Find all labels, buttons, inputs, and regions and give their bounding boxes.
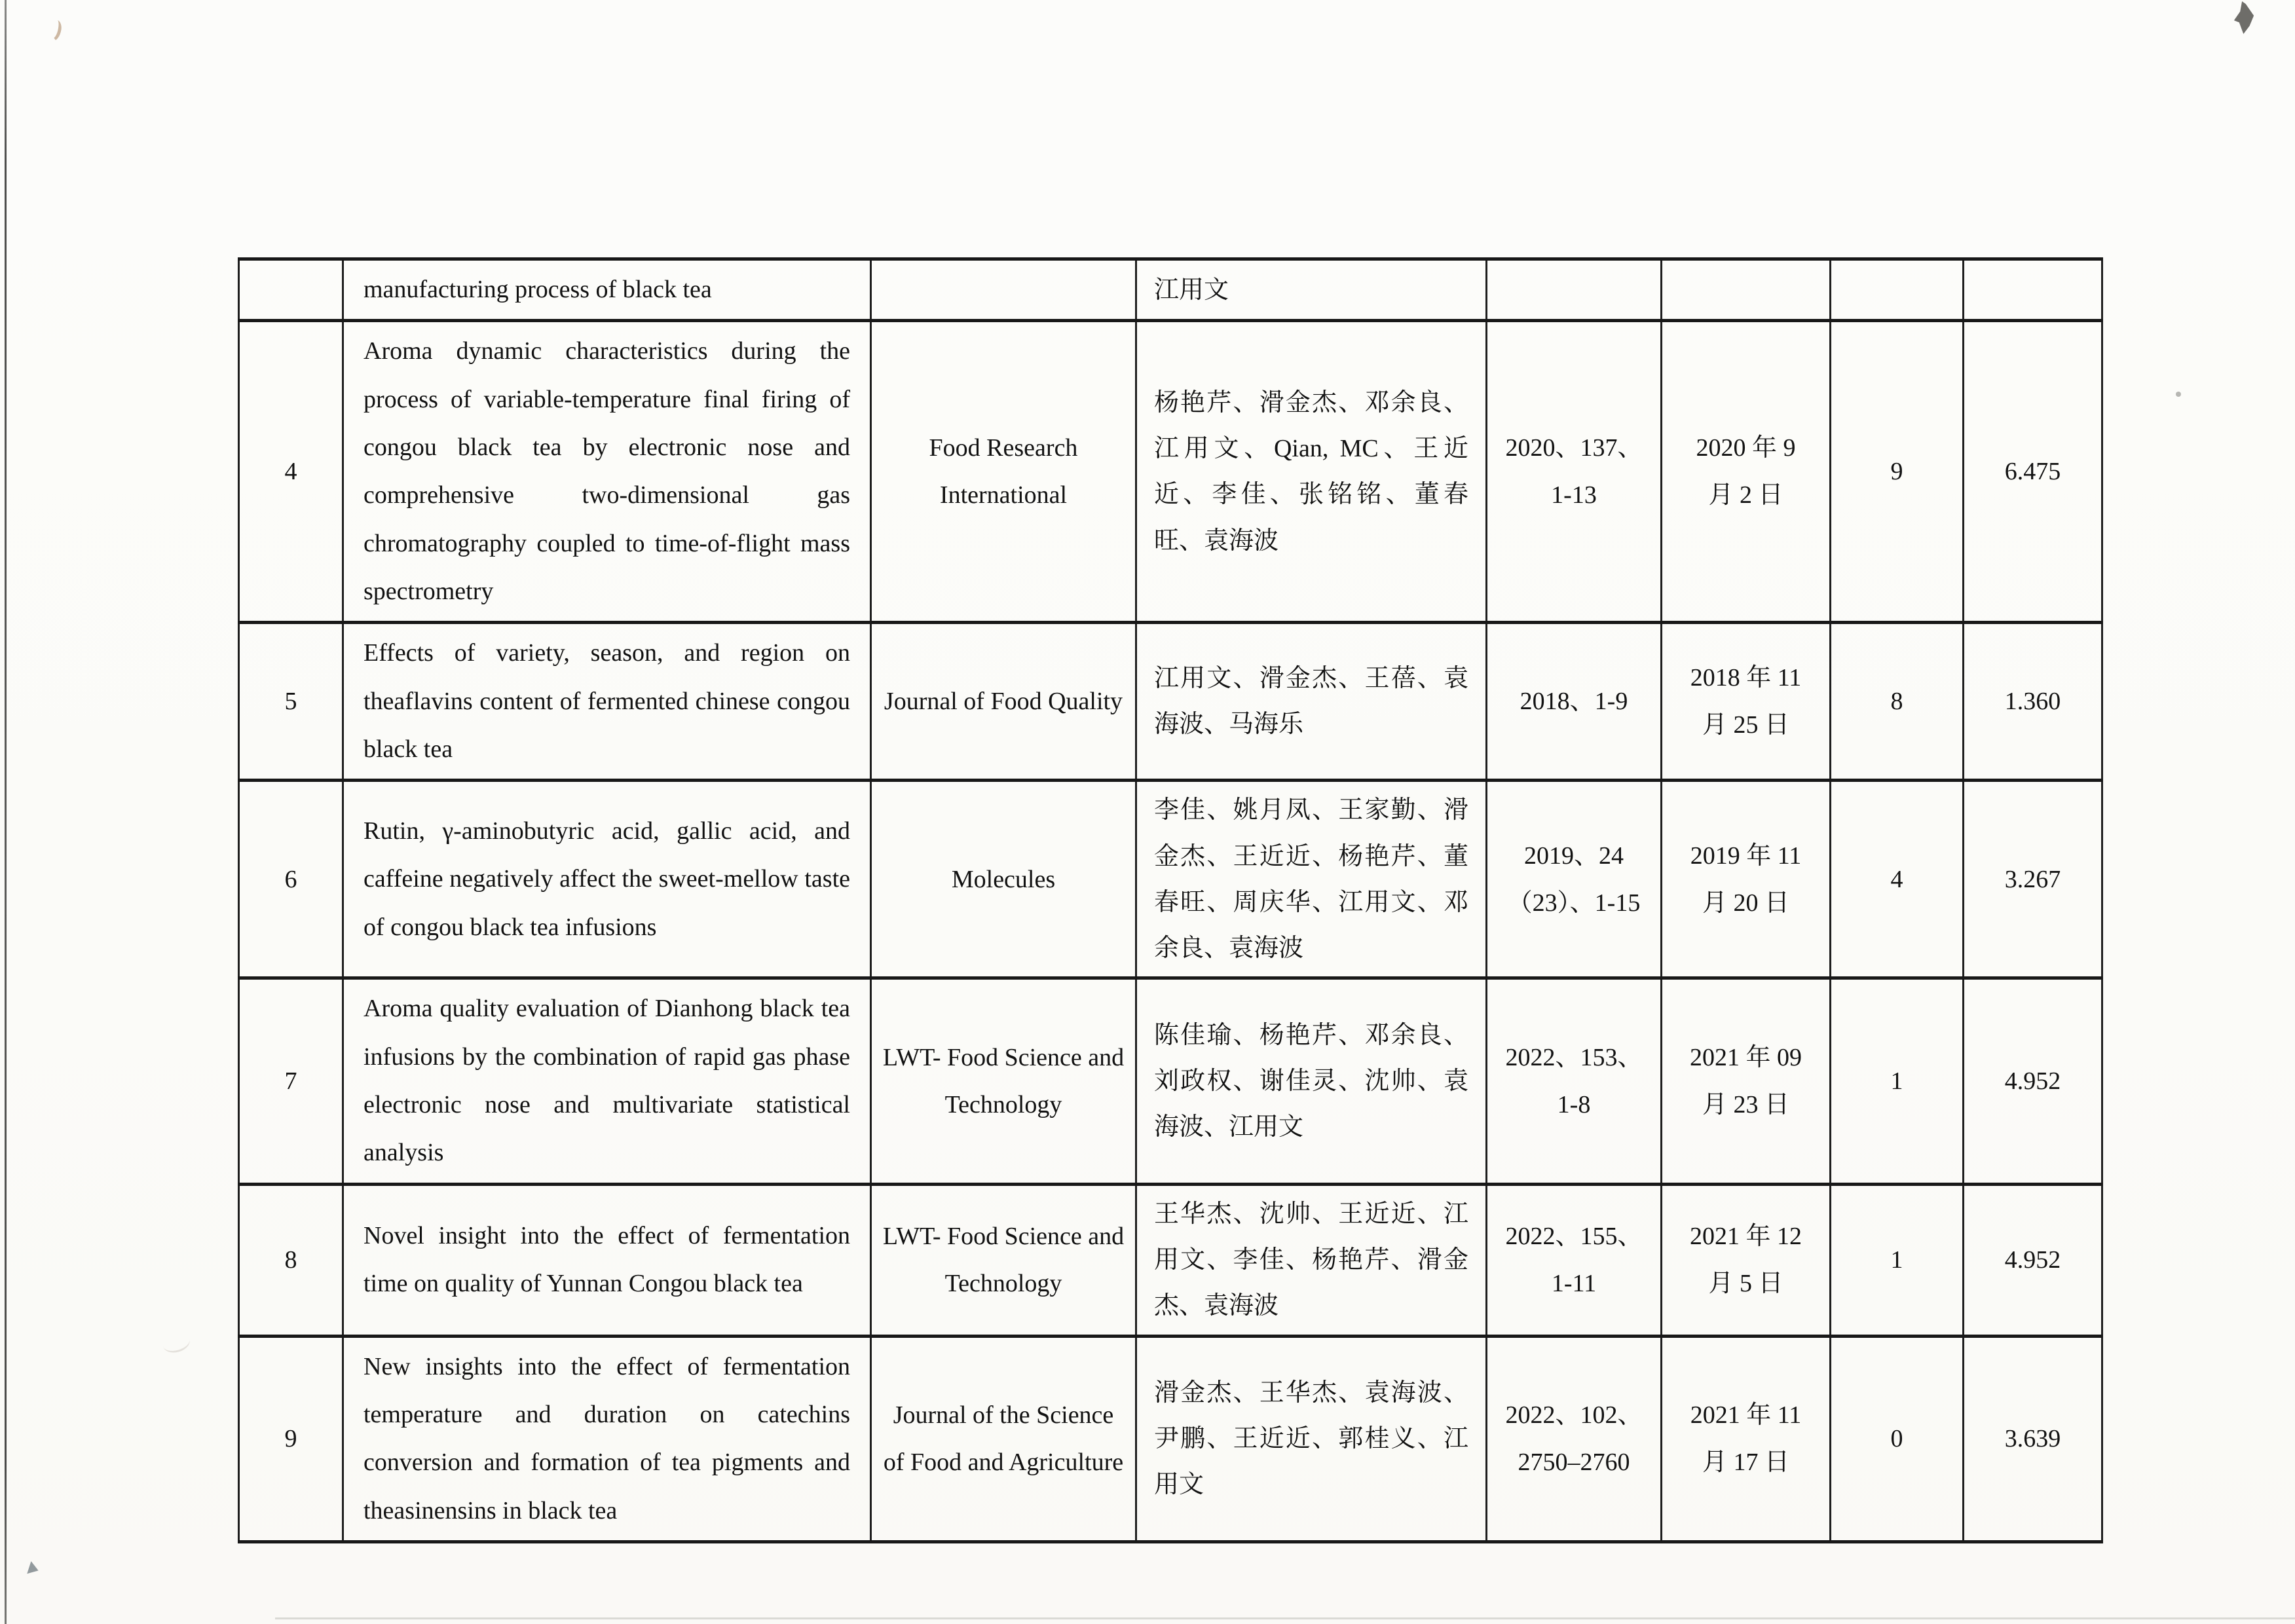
cell-title: Aroma quality evaluation of Dianhong black tea infusions by the combination of rapid gas phase electronic nose and multivariate statistical analysis	[343, 978, 871, 1184]
table-row	[239, 259, 2102, 321]
cell-title: Effects of variety, season, and region on theaflavins content of fermented chinese congou black tea	[343, 623, 871, 781]
cell-no: 8	[239, 1184, 343, 1336]
cell-date	[1662, 259, 1831, 321]
cell-impact-factor	[1964, 259, 2102, 321]
cell-no: 7	[239, 978, 343, 1184]
table-row	[239, 321, 2102, 623]
cell-citations: 4	[1831, 781, 1964, 978]
cell-impact-factor: 4.952	[1964, 978, 2102, 1184]
cell-authors: 王华杰、沈帅、王近近、江用文、李佳、杨艳芹、滑金杰、袁海波	[1136, 1184, 1487, 1336]
pencil-mark-top-left	[45, 18, 64, 43]
cell-impact-factor: 6.475	[1964, 321, 2102, 623]
cell-volume: 2019、24 （23）、1-15	[1487, 781, 1662, 978]
cell-journal: Journal of Food Quality	[871, 623, 1136, 781]
cell-citations: 9	[1831, 321, 1964, 623]
cell-date: 2021 年 12 月 5 日	[1662, 1184, 1831, 1336]
cell-title: Rutin, γ-aminobutyric acid, gallic acid, and caffeine negatively affect the sweet-mellow taste of congou black tea infusions	[343, 781, 871, 978]
pencil-mark-bottom-left	[27, 1561, 40, 1577]
cell-authors: 陈佳瑜、杨艳芹、邓余良、刘政权、谢佳灵、沈帅、袁海波、江用文	[1136, 978, 1487, 1184]
cell-authors: 滑金杰、王华杰、袁海波、尹鹏、王近近、郭桂义、江用文	[1136, 1336, 1487, 1541]
cell-no: 5	[239, 623, 343, 781]
cell-no: 9	[239, 1336, 343, 1541]
cell-authors: 江用文、滑金杰、王蓓、袁海波、马海乐	[1136, 623, 1487, 781]
cell-volume: 2022、102、 2750–2760	[1487, 1336, 1662, 1541]
cell-citations: 1	[1831, 978, 1964, 1184]
cell-volume	[1487, 259, 1662, 321]
cell-citations	[1831, 259, 1964, 321]
cell-journal: Journal of the Science of Food and Agriculture	[871, 1336, 1136, 1541]
cell-no: 4	[239, 321, 343, 623]
table-row	[239, 1184, 2102, 1336]
cell-volume: 2022、153、 1-8	[1487, 978, 1662, 1184]
scan-smudge-top-right	[2232, 1, 2256, 35]
cell-no: 6	[239, 781, 343, 978]
pencil-squiggle-bottom	[160, 1330, 192, 1356]
cell-volume: 2018、1-9	[1487, 623, 1662, 781]
publications-table	[238, 257, 2103, 1543]
cell-title: New insights into the effect of fermentation temperature and duration on catechins conversion and formation of tea pigments and theasinensins in black tea	[343, 1336, 871, 1541]
cell-journal	[871, 259, 1136, 321]
cell-title: Novel insight into the effect of fermentation time on quality of Yunnan Congou black tea	[343, 1184, 871, 1336]
cell-date: 2021 年 09 月 23 日	[1662, 978, 1831, 1184]
scan-edge-line	[5, 0, 7, 1624]
cell-volume: 2022、155、 1-11	[1487, 1184, 1662, 1336]
cell-citations: 8	[1831, 623, 1964, 781]
cell-authors: 江用文	[1136, 259, 1487, 321]
cell-date: 2020 年 9 月 2 日	[1662, 321, 1831, 623]
cell-journal: Molecules	[871, 781, 1136, 978]
table-row	[239, 978, 2102, 1184]
cell-citations: 0	[1831, 1336, 1964, 1541]
cell-date: 2021 年 11 月 17 日	[1662, 1336, 1831, 1541]
cell-impact-factor: 3.267	[1964, 781, 2102, 978]
cell-journal: Food Research International	[871, 321, 1136, 623]
cell-date: 2018 年 11 月 25 日	[1662, 623, 1831, 781]
table-row	[239, 781, 2102, 978]
cell-citations: 1	[1831, 1184, 1964, 1336]
cell-impact-factor: 1.360	[1964, 623, 2102, 781]
cell-date: 2019 年 11 月 20 日	[1662, 781, 1831, 978]
cell-authors: 李佳、姚月凤、王家勤、滑金杰、王近近、杨艳芹、董春旺、周庆华、江用文、邓余良、袁海波	[1136, 781, 1487, 978]
scan-speck	[2176, 392, 2181, 397]
scan-shadow-bottom	[275, 1617, 2295, 1619]
cell-journal: LWT- Food Science and Technology	[871, 1184, 1136, 1336]
cell-no	[239, 259, 343, 321]
cell-journal: LWT- Food Science and Technology	[871, 978, 1136, 1184]
cell-authors: 杨艳芹、滑金杰、邓余良、江用文、Qian, MC、王近近、李佳、张铭铭、董春旺、袁海波	[1136, 321, 1487, 623]
cell-title: manufacturing process of black tea	[343, 259, 871, 321]
cell-title: Aroma dynamic characteristics during the process of variable-temperature final firing of congou black tea by electronic nose and comprehensive two-dimensional gas chromatography coupled to time-of-flight mass spectrometry	[343, 321, 871, 623]
table-row	[239, 623, 2102, 781]
table-row	[239, 1336, 2102, 1541]
cell-impact-factor: 3.639	[1964, 1336, 2102, 1541]
cell-impact-factor: 4.952	[1964, 1184, 2102, 1336]
cell-volume: 2020、137、 1-13	[1487, 321, 1662, 623]
